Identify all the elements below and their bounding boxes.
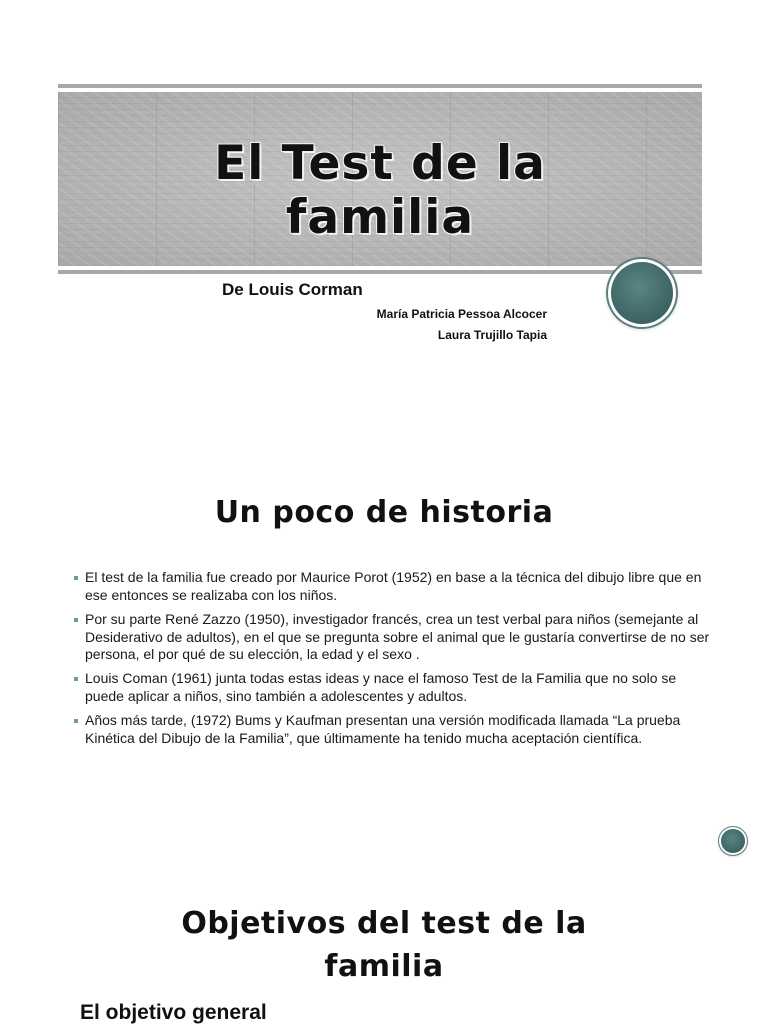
author-name: María Patricia Pessoa Alcocer [376,307,547,321]
history-bullet-list [74,569,714,771]
square-bullet-icon [74,719,78,723]
objectives-heading [0,902,768,988]
teal-circle-ornament-icon [611,262,673,324]
subtitle: De Louis Corman [222,280,363,299]
main-title-line-2: familia [285,190,475,245]
author-name: Laura Trujillo Tapia [437,328,547,342]
banner-texture [58,92,702,266]
list-item [74,611,714,663]
banner-bottom-rule [58,270,702,274]
square-bullet-icon [74,618,78,622]
list-item [74,712,714,764]
history-heading: Un poco de historia [214,495,554,530]
objectives-subheading: El objetivo general [80,1001,267,1024]
list-item-text: Louis Coman (1961) junta todas estas ideas y nace el famoso Test de la Familia que no solo se puede aplicar a niños, sino también a adolescentes y adultos. [85,670,677,704]
list-item [74,670,714,705]
objectives-heading-line-1: Objetivos del test de la [181,906,587,941]
list-item-text: El test de la familia fue creado por Maurice Porot (1952) en base a la técnica del dibujo libre que en ese entonces se realizaba con los niños. [85,569,702,603]
list-item-text: Por su parte René Zazzo (1950), investigador francés, crea un test verbal para niños (semejante al Desiderativo de adultos), en el que se pregunta sobre el animal que le gustaría convertirse de no ser persona, el por qué de su elección, la edad y el sexo . [85,611,710,662]
title-banner [58,84,702,278]
list-item [74,569,714,604]
main-title [58,137,702,245]
square-bullet-icon [74,677,78,681]
teal-circle-ornament-icon [721,829,745,853]
objectives-heading-line-2: familia [324,949,444,984]
main-title-line-1: El Test de la [214,136,546,191]
list-item-text: Años más tarde, (1972) Bums y Kaufman presentan una versión modificada llamada “La prueba Kinética del Dibujo de la Familia”, que últimamente ha tenido mucha aceptación científica. [85,712,681,746]
square-bullet-icon [74,576,78,580]
banner-top-rule [58,84,702,88]
